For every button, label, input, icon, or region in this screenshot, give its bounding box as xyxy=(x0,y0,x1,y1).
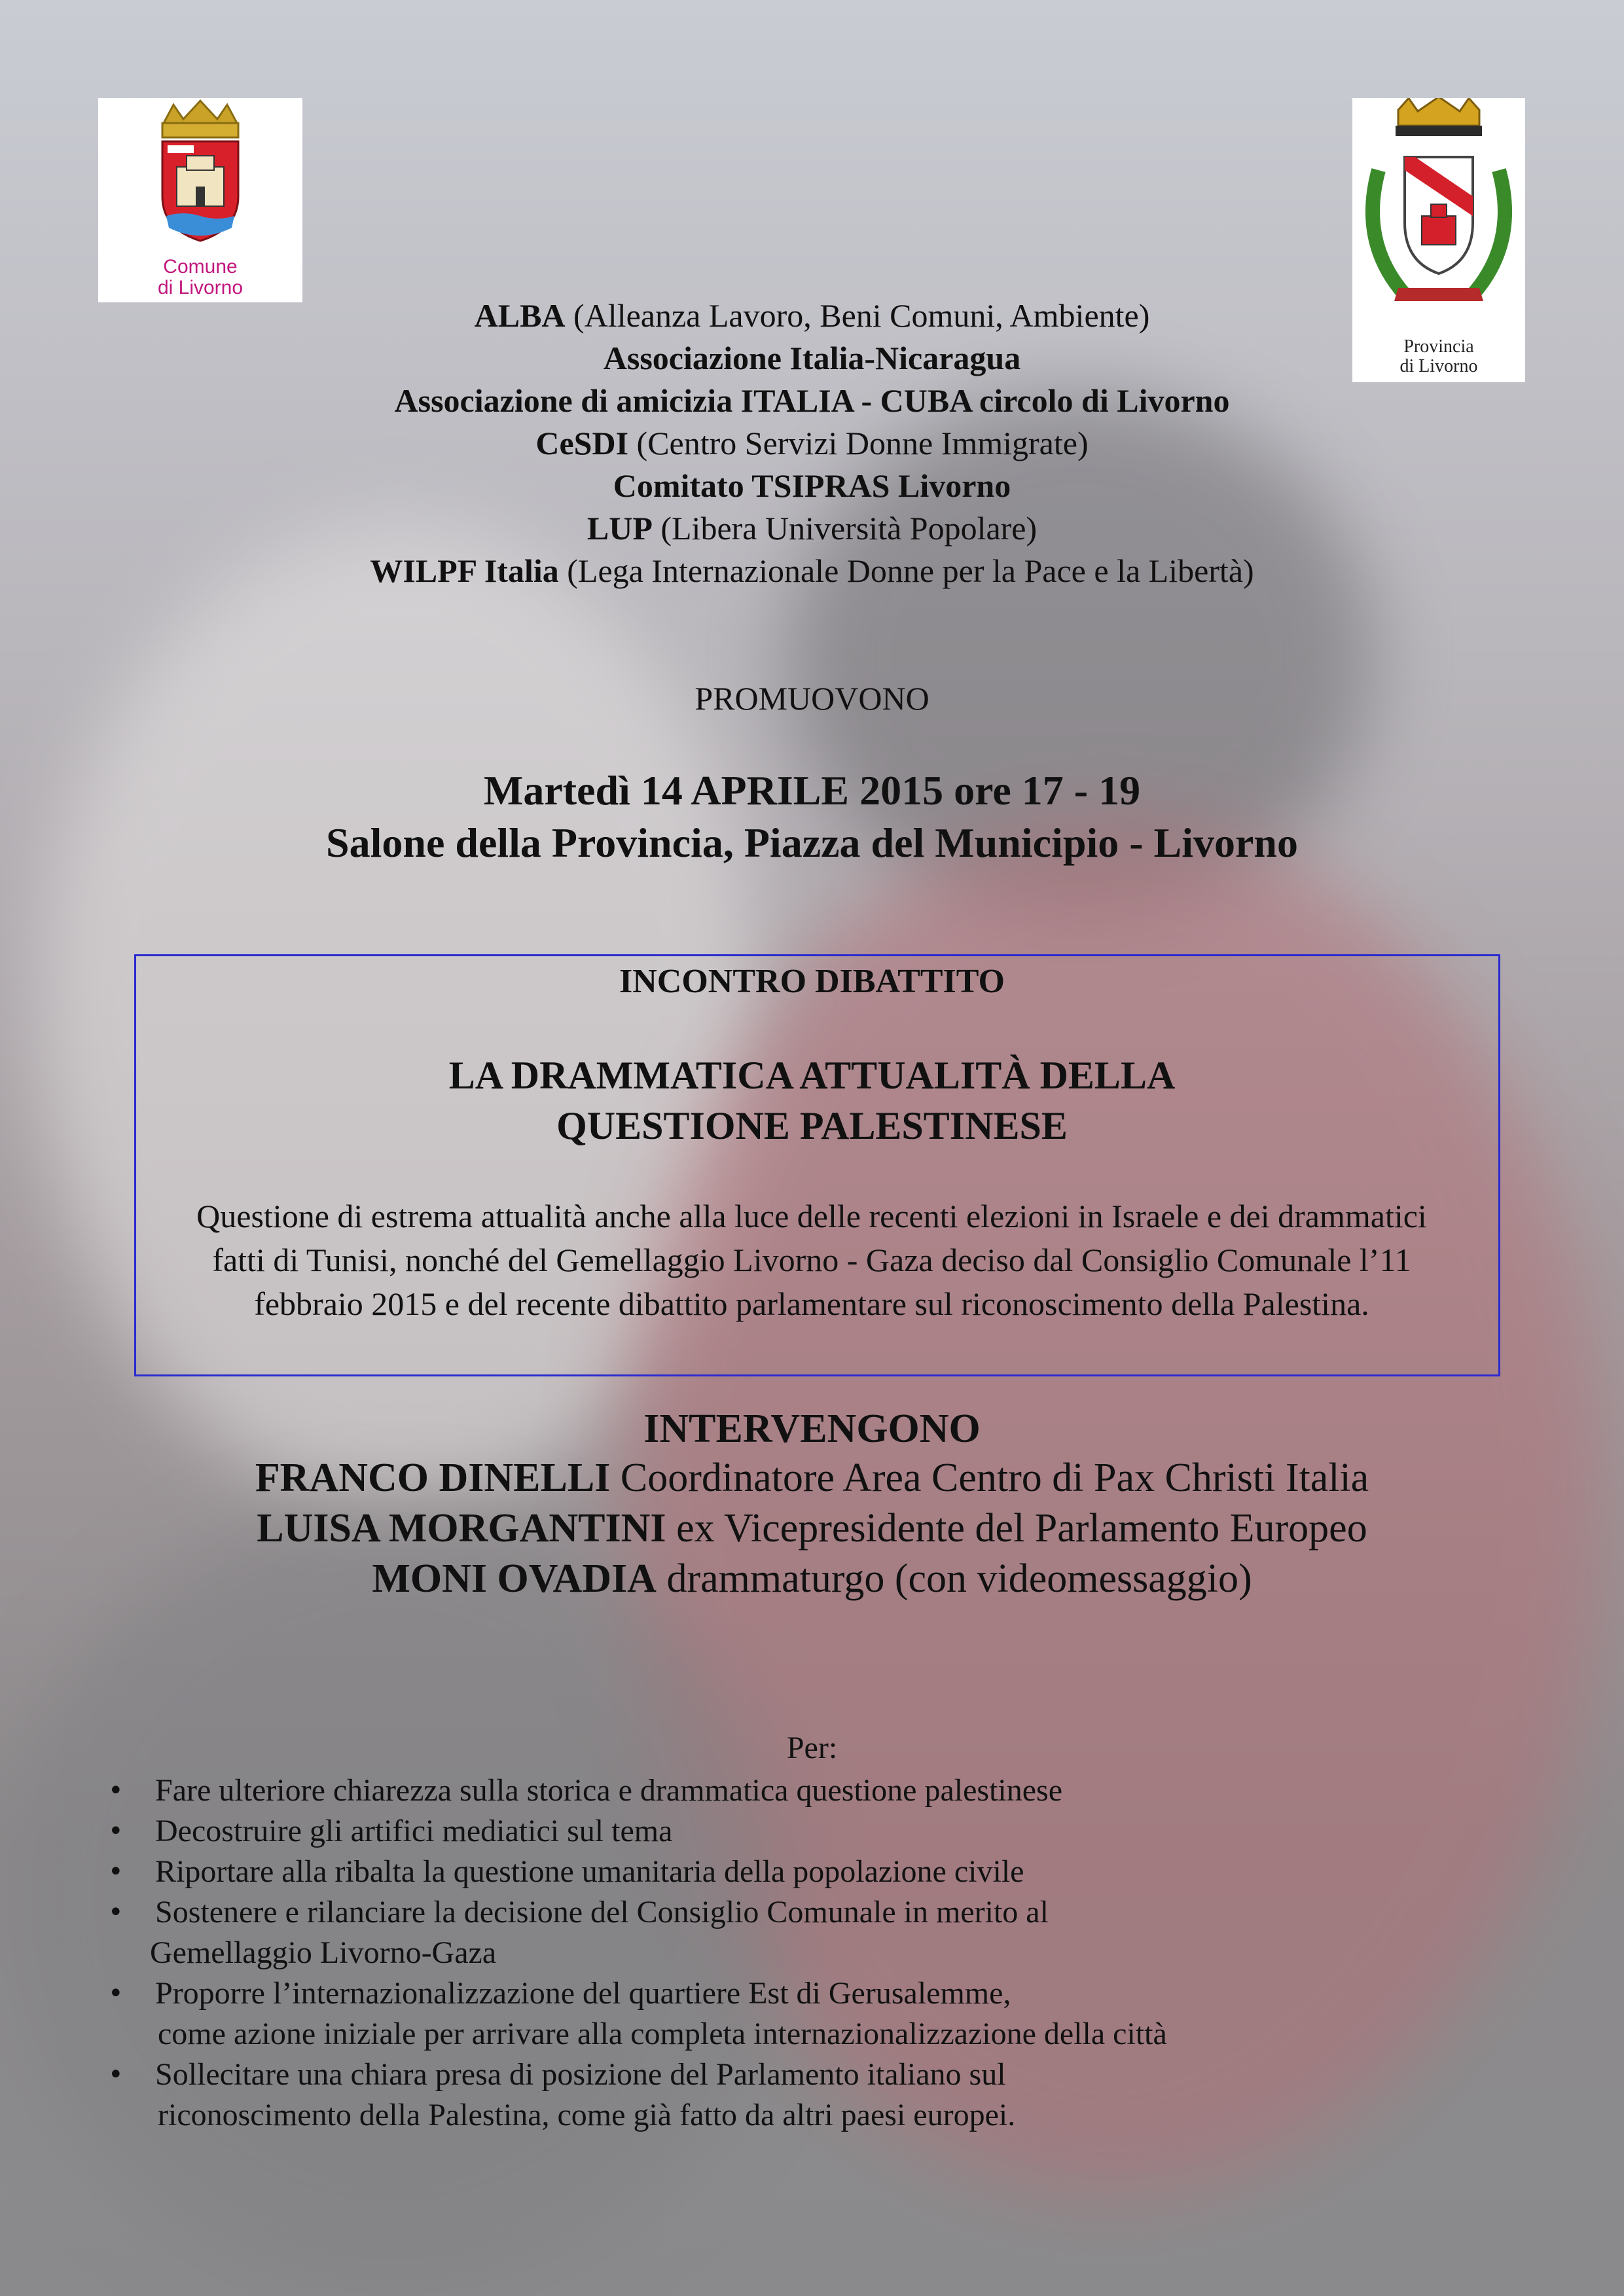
goal-item: • Fare ulteriore chiarezza sulla storica e drammatica questione palestinese xyxy=(101,1770,1542,1811)
goals-title: Per: xyxy=(786,1731,838,1765)
speaker-role: ex Vicepresidente del Parlamento Europeo xyxy=(666,1506,1367,1551)
debate-type: INCONTRO DIBATTITO xyxy=(619,963,1005,1000)
logo-left-line1: Comune xyxy=(163,256,238,278)
speaker-line xyxy=(0,1503,1624,1554)
speaker-name: FRANCO DINELLI xyxy=(255,1456,611,1500)
speaker-line xyxy=(0,1554,1624,1604)
goal-item: • Sostenere e rilanciare la decisione del Consiglio Comunale in merito al Gemellaggio Livorno-Gaza xyxy=(101,1892,1542,1973)
organizer-line: LUP (Libera Università Popolare) xyxy=(586,510,1038,547)
debate-description: Questione di estrema attualità anche alla luce delle recenti elezioni in Israele e dei drammatici fatti di Tunisi, nonché del Gemellaggio Livorno - Gaza deciso dal Consiglio Comunale l’11 febbraio 2015 e del recente dibattito parlamentare sul riconoscimento della Palestina. xyxy=(196,1198,1427,1322)
event-place: Salone della Provincia, Piazza del Municipio - Livorno xyxy=(325,819,1299,866)
organizer-line: Comitato TSIPRAS Livorno xyxy=(613,467,1011,504)
debate-title xyxy=(0,1050,1624,1151)
goal-item: • Sollecitare una chiara presa di posizione del Parlamento italiano sul riconoscimento della Palestina, come già fatto da altri paesi europei. xyxy=(101,2054,1542,2136)
debate-title-line2: QUESTIONE PALESTINESE xyxy=(556,1104,1068,1147)
organizer-line: CeSDI (Centro Servizi Donne Immigrate) xyxy=(535,425,1089,461)
event-details xyxy=(0,764,1624,869)
goal-item: • Decostruire gli artifici mediatici sul tema xyxy=(101,1811,1542,1852)
goal-item: • Riportare alla ribalta la questione umanitaria della popolazione civile xyxy=(101,1852,1542,1892)
debate-title-line1: LA DRAMMATICA ATTUALITÀ DELLA xyxy=(448,1054,1176,1097)
speaker-line xyxy=(0,1453,1624,1503)
speakers-list xyxy=(0,1453,1624,1604)
speaker-name: MONI OVADIA xyxy=(372,1556,657,1601)
speaker-role: Coordinatore Area Centro di Pax Christi Italia xyxy=(610,1456,1369,1500)
speakers-title: INTERVENGONO xyxy=(643,1407,981,1451)
speaker-name: LUISA MORGANTINI xyxy=(257,1506,666,1551)
comune-livorno-logo xyxy=(98,98,302,302)
organizer-line: Associazione Italia-Nicaragua xyxy=(603,340,1021,376)
organizer-line: ALBA (Alleanza Lavoro, Beni Comuni, Ambiente) xyxy=(474,297,1150,334)
logo-left-line2: di Livorno xyxy=(157,277,244,298)
logo-right-line2: di Livorno xyxy=(1399,356,1478,376)
organizer-line: WILPF Italia (Lega Internazionale Donne per la Pace e la Libertà) xyxy=(370,552,1254,589)
goal-item: • Proporre l’internazionalizzazione del quartiere Est di Gerusalemme, come azione iniziale per arrivare alla completa internazionalizzazione della città xyxy=(101,1973,1542,2054)
event-date: Martedì 14 APRILE 2015 ore 17 - 19 xyxy=(483,767,1141,814)
organizer-line: Associazione di amicizia ITALIA - CUBA circolo di Livorno xyxy=(394,382,1230,419)
promote-label: PROMUOVONO xyxy=(695,680,929,717)
logo-right-line1: Provincia xyxy=(1403,336,1474,357)
goals-list xyxy=(101,1770,1542,2136)
organizers-list xyxy=(0,295,1624,592)
speaker-role: drammaturgo (con videomessaggio) xyxy=(656,1556,1252,1601)
